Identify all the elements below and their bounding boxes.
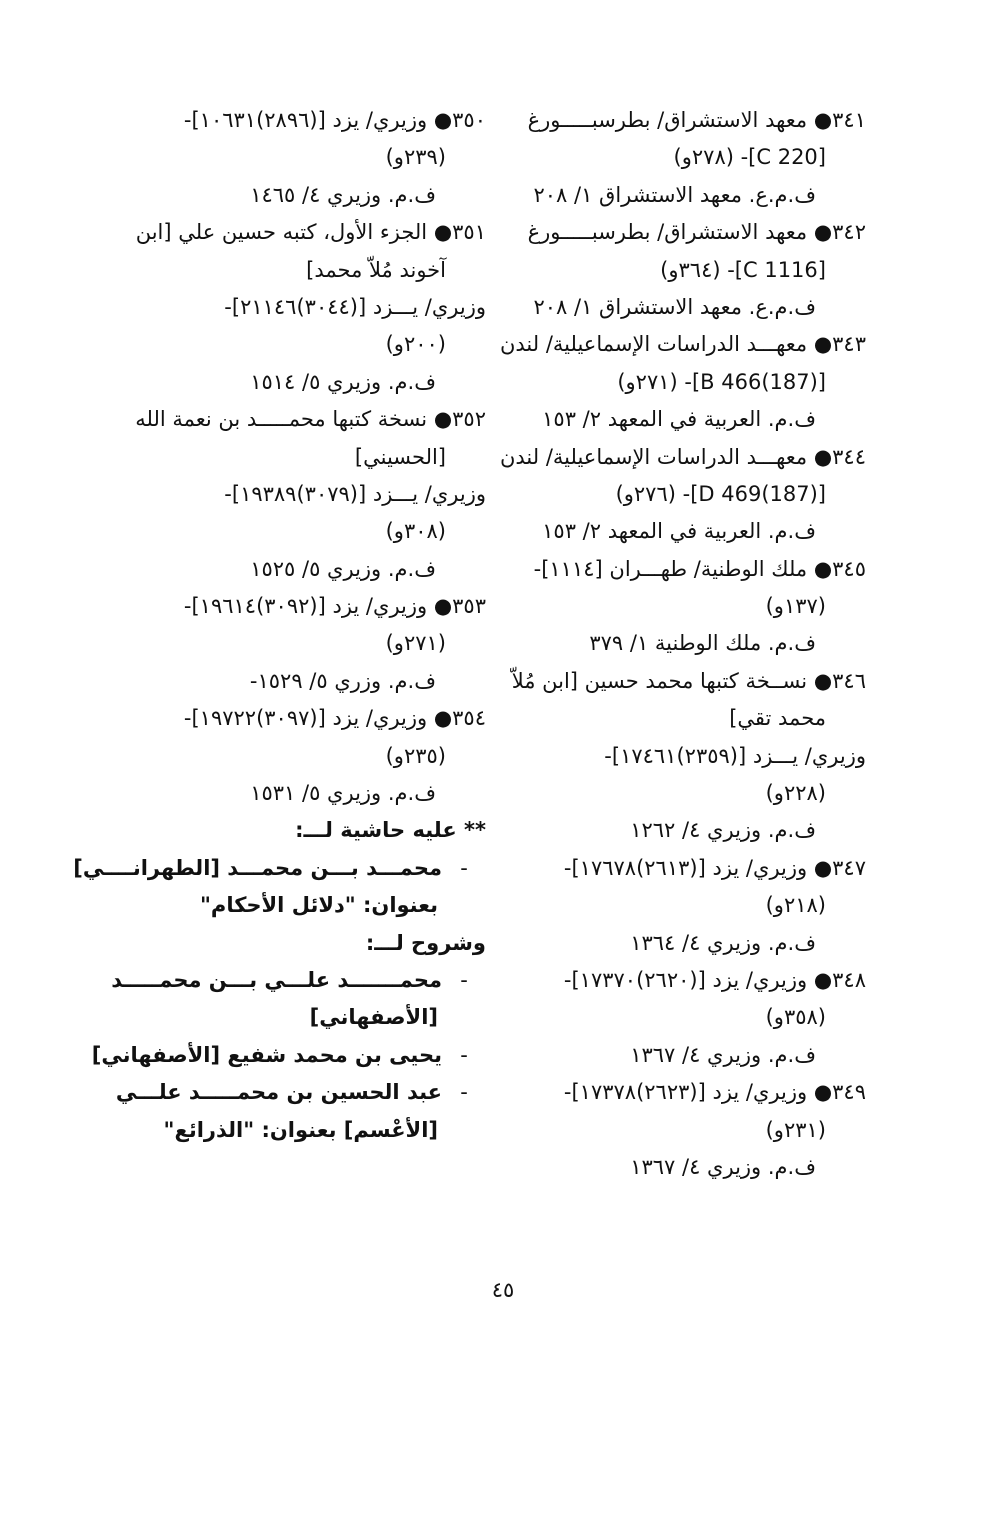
entry-343-shelfmark: [B 466(187)]- (٢٧١و)	[617, 369, 826, 394]
entry-351-catalog-ref: ف.م. وزيري ٥/ ١٥١٤	[250, 369, 436, 394]
commentaries-heading: وشروح لـــ:	[365, 930, 486, 955]
entry-351-copyist: آخوند مُلاّ محمد]	[306, 257, 446, 282]
entry-348-folio: (٣٥٨و)	[765, 1005, 826, 1030]
entry-342-catalog-ref: ف.م.ع. معهد الاستشراق ١/ ٢٠٨	[533, 294, 816, 319]
entry-345-catalog-ref: ف.م. ملك الوطنية ١/ ٣٧٩	[589, 631, 816, 656]
commentary-3-title: [الأعْسم] بعنوان: "الذرائع"	[163, 1117, 438, 1142]
entry-349-heading: ٣٤٩● وزيري/ يزد [(٢٦٢٣)١٧٣٧٨]-	[563, 1080, 866, 1105]
commentary-1-author: محمـــــــد علـــي بـــن محمـــــد	[111, 967, 442, 992]
entry-341-catalog-ref: ف.م.ع. معهد الاستشراق ١/ ٢٠٨	[533, 182, 816, 207]
page-number: ٤٥	[491, 1278, 515, 1302]
entry-352-folio: (٣٠٨و)	[385, 519, 446, 544]
entry-346-copyist: محمد تقي]	[729, 706, 826, 731]
entry-350-folio: (٢٣٩و)	[385, 145, 446, 170]
entry-342-shelfmark: [C 1116]- (٣٦٤و)	[660, 257, 826, 282]
list-dash: -	[460, 1080, 468, 1105]
commentary-2-author: يحيى بن محمد شفيع [الأصفهاني]	[91, 1042, 442, 1067]
entry-346-folio: (٢٢٨و)	[765, 781, 826, 806]
list-dash: -	[460, 1042, 468, 1067]
commentary-3-author: عبد الحسين بن محمـــــد علـــي	[115, 1080, 442, 1105]
entry-354-catalog-ref: ف.م. وزيري ٥/ ١٥٣١	[250, 781, 436, 806]
entry-348-heading: ٣٤٨● وزيري/ يزد [(٢٦٢٠)١٧٣٧٠]-	[563, 967, 866, 992]
list-dash: -	[460, 967, 468, 992]
left-column	[73, 102, 486, 1149]
entry-353-catalog-ref: ف.م. وزري ٥/ ١٥٢٩-	[249, 668, 436, 693]
entry-345-folio: (١٣٧و)	[765, 594, 826, 619]
entry-341-shelfmark: [C 220]- (٢٧٨و)	[673, 145, 826, 170]
entry-347-catalog-ref: ف.م. وزيري ٤/ ١٣٦٤	[630, 930, 816, 955]
entry-354-folio: (٢٣٥و)	[385, 743, 446, 768]
entry-349-folio: (٢٣١و)	[765, 1117, 826, 1142]
commentary-3-item	[115, 1074, 486, 1111]
entry-346-heading: ٣٤٦● نســخة كتبها محمد حسين [ابن مُلاّ	[511, 668, 866, 693]
list-dash: -	[460, 855, 468, 880]
entry-348-catalog-ref: ف.م. وزيري ٤/ ١٣٦٧	[630, 1042, 816, 1067]
commentary-2-item	[91, 1037, 486, 1074]
entry-350-catalog-ref: ف.م. وزيري ٤/ ١٤٦٥	[250, 182, 436, 207]
entry-341-heading: ٣٤١● معهد الاستشراق/ بطرسبـــــورغ	[527, 108, 866, 132]
commentary-1-item	[111, 962, 486, 999]
entry-344-catalog-ref: ف.م. العربية في المعهد ٢/ ١٥٣	[542, 519, 816, 544]
entry-344-heading: ٣٤٤● معهـــد الدراسات الإسماعيلية/ لندن	[499, 444, 866, 469]
margin-note-title: بعنوان: "دلائل الأحكام"	[199, 893, 438, 918]
entry-343-catalog-ref: ف.م. العربية في المعهد ٢/ ١٥٣	[542, 407, 816, 432]
entry-352-heading: ٣٥٢● نسخة كتبها محمـــــد بن نعمة الله	[135, 407, 486, 432]
entry-349-catalog-ref: ف.م. وزيري ٤/ ١٣٦٧	[630, 1154, 816, 1179]
entry-351-shelfmark: وزيري/ يـــزد [(٣٠٤٤)٢١١٤٦]-	[224, 294, 486, 319]
entry-346-catalog-ref: ف.م. وزيري ٤/ ١٢٦٢	[630, 818, 816, 843]
entry-351-folio: (٢٠٠و)	[385, 332, 446, 357]
entry-344-shelfmark: [D 469(187)]- (٢٧٦و)	[615, 481, 826, 506]
entry-353-heading: ٣٥٣● وزيري/ يزد [(٣٠٩٢)١٩٦١٤]-	[183, 594, 486, 619]
entry-346-shelfmark: وزيري/ يـــزد [(٢٣٥٩)١٧٤٦١]-	[604, 743, 866, 768]
margin-note-heading: ** عليه حاشية لـــ:	[295, 818, 486, 843]
right-column	[499, 102, 866, 1186]
commentary-1-nisba: [الأصفهاني]	[309, 1005, 438, 1030]
margin-note-author-item	[73, 850, 486, 887]
entry-347-folio: (٢١٨و)	[765, 893, 826, 918]
entry-350-heading: ٣٥٠● وزيري/ يزد [(٢٨٩٦)١٠٦٣١]-	[183, 108, 486, 132]
entry-345-heading: ٣٤٥● ملك الوطنية/ طهـــران [١١١٤]-	[533, 556, 866, 581]
entry-354-heading: ٣٥٤● وزيري/ يزد [(٣٠٩٧)١٩٧٢٢]-	[183, 706, 486, 731]
entry-343-heading: ٣٤٣● معهـــد الدراسات الإسماعيلية/ لندن	[499, 332, 866, 357]
entry-352-catalog-ref: ف.م. وزيري ٥/ ١٥٢٥	[250, 556, 436, 581]
entry-353-folio: (٢٧١و)	[385, 631, 446, 656]
margin-note-author: محمـــد بـــن محمـــد [الطهرانــــي]	[73, 855, 442, 880]
entry-351-heading: ٣٥١● الجزء الأول، كتبه حسين علي [ابن	[135, 220, 486, 245]
entry-342-heading: ٣٤٢● معهد الاستشراق/ بطرسبـــــورغ	[527, 220, 866, 245]
entry-352-shelfmark: وزيري/ يـــزد [(٣٠٧٩)١٩٣٨٩]-	[224, 481, 486, 506]
entry-352-copyist: [الحسيني]	[354, 444, 446, 469]
entry-347-heading: ٣٤٧● وزيري/ يزد [(٢٦١٣)١٧٦٧٨]-	[563, 855, 866, 880]
